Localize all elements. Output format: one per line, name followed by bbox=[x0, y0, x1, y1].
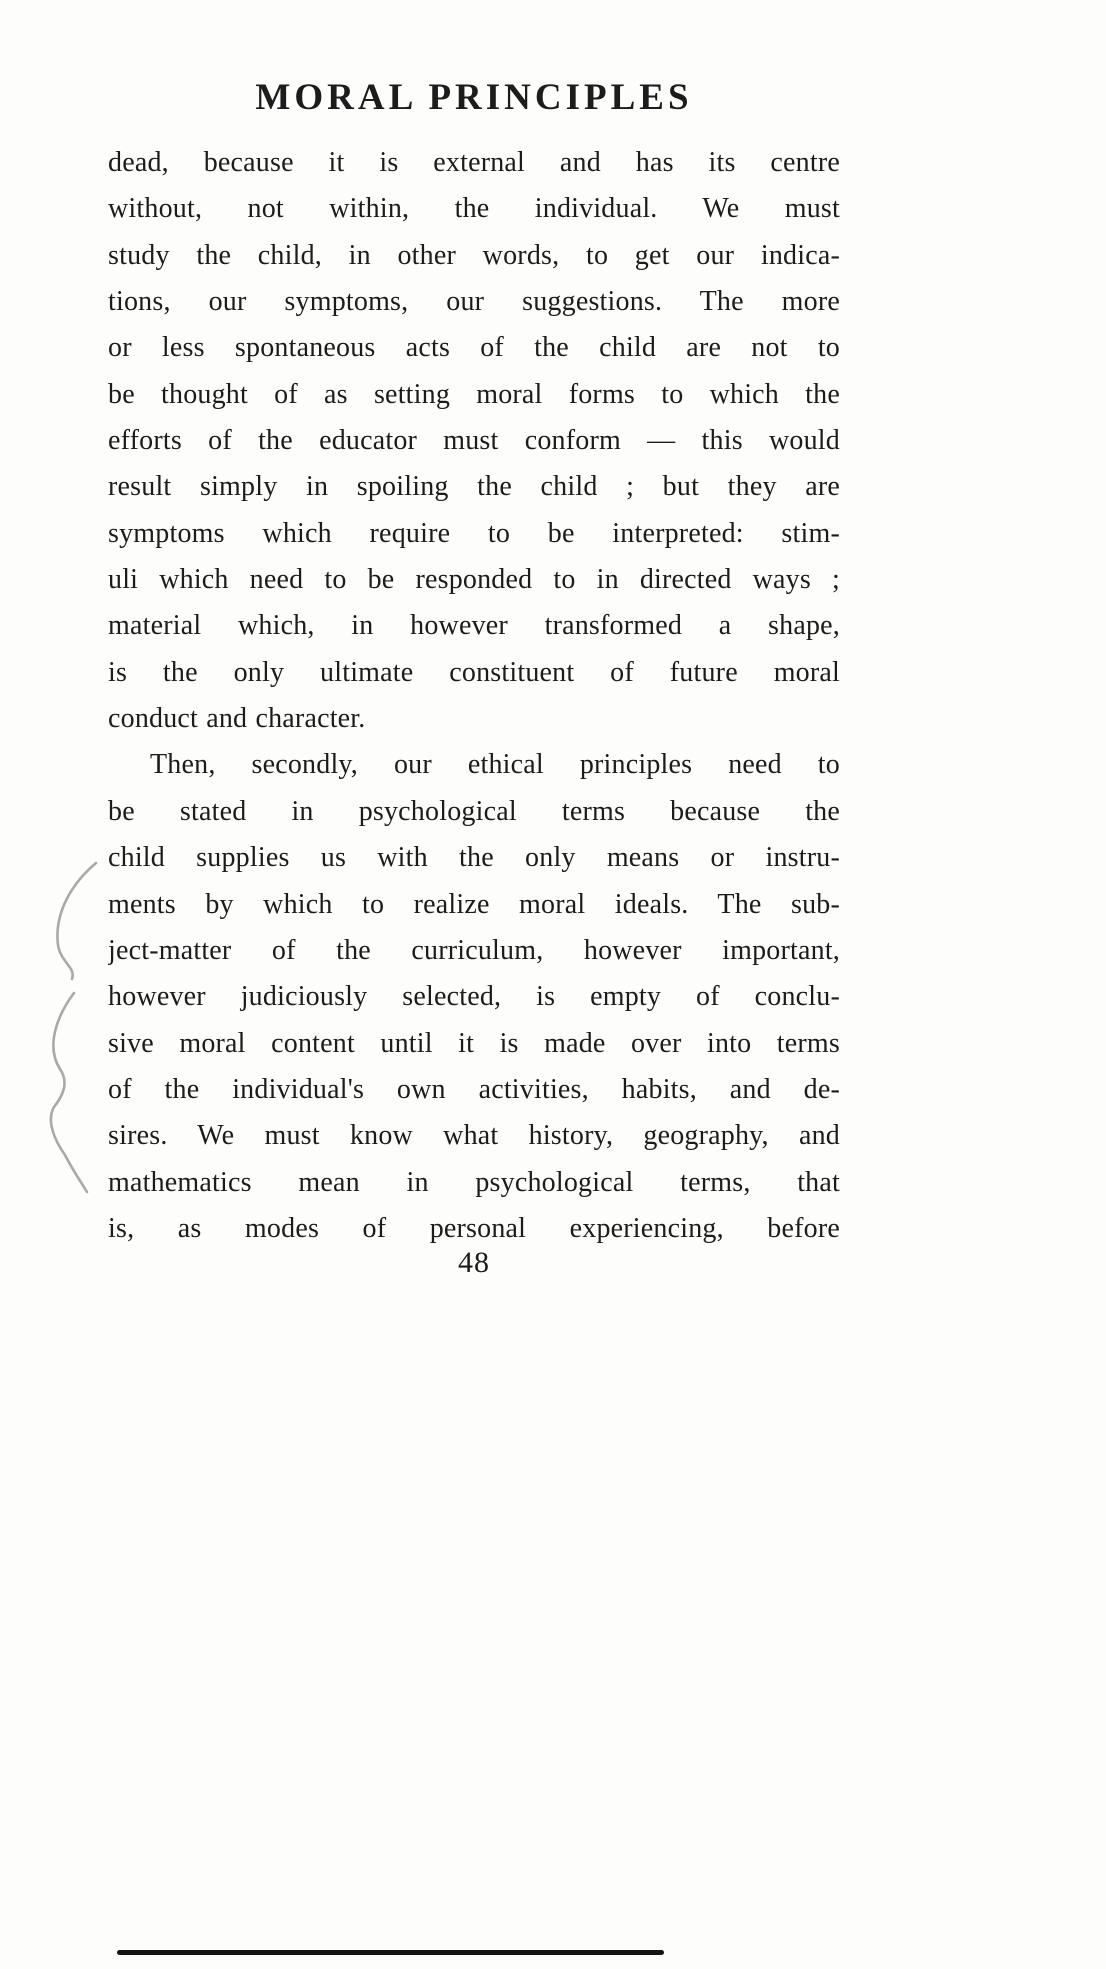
text-line: study the child, in other words, to get our indica- bbox=[108, 239, 840, 271]
text-line: Then, secondly, our ethical principles need to bbox=[150, 749, 840, 781]
text-line: conduct and character. bbox=[108, 703, 366, 735]
scan-edge-artifact bbox=[117, 1950, 664, 1955]
text-line: sive moral content until it is made over into terms bbox=[108, 1027, 840, 1059]
text-line: however judiciously selected, is empty of conclu- bbox=[108, 981, 840, 1013]
text-line: symptoms which require to be interpreted: stim- bbox=[108, 517, 840, 549]
text-line: is the only ultimate constituent of future moral bbox=[108, 656, 840, 688]
text-line: tions, our symptoms, our suggestions. The more bbox=[108, 286, 840, 318]
text-line: efforts of the educator must conform — this would bbox=[108, 425, 840, 457]
text-line: without, not within, the individual. We must bbox=[108, 193, 840, 225]
text-block bbox=[108, 140, 840, 1252]
page-number: 48 bbox=[458, 1246, 490, 1279]
text-line: ject-matter of the curriculum, however important, bbox=[108, 934, 840, 966]
text-line: of the individual's own activities, habits, and de- bbox=[108, 1073, 840, 1105]
text-line: ments by which to realize moral ideals. The sub- bbox=[108, 888, 840, 920]
text-line: result simply in spoiling the child ; but they are bbox=[108, 471, 840, 503]
text-line: is, as modes of personal experiencing, before bbox=[108, 1212, 840, 1244]
pencil-brace-mark bbox=[38, 855, 113, 1200]
text-line: mathematics mean in psychological terms, that bbox=[108, 1166, 840, 1198]
text-line: material which, in however transformed a shape, bbox=[108, 610, 840, 642]
text-line: uli which need to be responded to in directed ways ; bbox=[108, 564, 840, 596]
text-line: be stated in psychological terms because the bbox=[108, 795, 840, 827]
text-line: sires. We must know what history, geography, and bbox=[108, 1120, 840, 1152]
text-line: child supplies us with the only means or instru- bbox=[108, 842, 840, 874]
text-line: or less spontaneous acts of the child are not to bbox=[108, 332, 840, 364]
page-title: MORAL PRINCIPLES bbox=[255, 77, 693, 118]
text-line: be thought of as setting moral forms to which the bbox=[108, 378, 840, 410]
text-line: dead, because it is external and has its centre bbox=[108, 147, 840, 178]
